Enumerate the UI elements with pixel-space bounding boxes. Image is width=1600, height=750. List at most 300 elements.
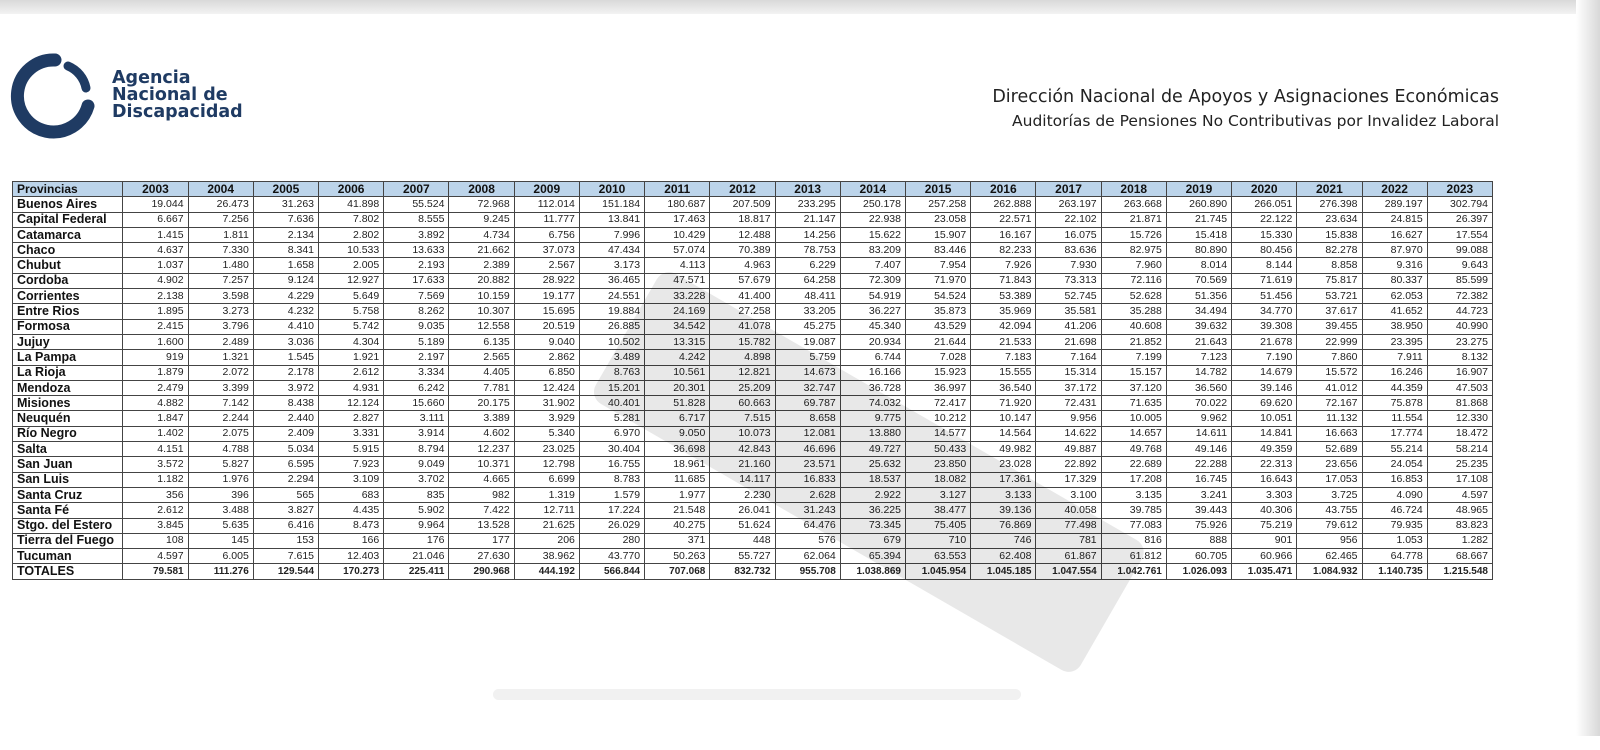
table-cell: 47.503 [1427,380,1492,395]
table-cell: 42.094 [971,319,1036,334]
table-cell: 7.996 [579,227,644,242]
table-cell: 683 [319,487,384,502]
table-cell: 4.410 [253,319,318,334]
table-cell: 62.465 [1297,549,1362,564]
total-cell: 1.042.761 [1101,564,1166,579]
table-cell: 9.964 [384,518,449,533]
province-name: Tucuman [13,549,123,564]
table-cell: 16.745 [1166,472,1231,487]
column-header-year: 2006 [319,182,384,197]
table-cell: 2.567 [514,258,579,273]
table-cell: 76.869 [971,518,1036,533]
province-name: Stgo. del Estero [13,518,123,533]
total-cell: 111.276 [188,564,253,579]
table-cell: 15.695 [514,304,579,319]
table-cell: 2.075 [188,426,253,441]
table-cell: 7.930 [1036,258,1101,273]
table-cell: 16.627 [1362,227,1427,242]
table-cell: 53.721 [1297,289,1362,304]
table-cell: 6.850 [514,365,579,380]
table-cell: 40.990 [1427,319,1492,334]
province-name: Santa Cruz [13,487,123,502]
table-cell: 36.728 [840,380,905,395]
table-cell: 22.938 [840,212,905,227]
table-cell: 28.922 [514,273,579,288]
table-cell: 4.090 [1362,487,1427,502]
province-name: Chaco [13,243,123,258]
table-cell: 83.823 [1427,518,1492,533]
table-cell: 3.914 [384,426,449,441]
table-cell: 44.723 [1427,304,1492,319]
table-row [13,457,1493,472]
table-row [13,304,1493,319]
table-cell: 20.301 [645,380,710,395]
table-row [13,350,1493,365]
total-cell: 1.026.093 [1166,564,1231,579]
table-cell: 51.356 [1166,289,1231,304]
pensions-table [12,181,1493,580]
table-cell: 38.962 [514,549,579,564]
table-row [13,380,1493,395]
table-cell: 14.673 [775,365,840,380]
table-cell: 901 [1232,533,1297,548]
table-cell: 206 [514,533,579,548]
table-cell: 919 [123,350,188,365]
table-cell: 21.046 [384,549,449,564]
table-cell: 2.197 [384,350,449,365]
table-cell: 13.841 [579,212,644,227]
table-cell: 7.190 [1232,350,1297,365]
table-cell: 2.612 [123,503,188,518]
table-cell: 49.887 [1036,442,1101,457]
table-cell: 49.146 [1166,442,1231,457]
table-cell: 79.935 [1362,518,1427,533]
table-cell: 4.597 [1427,487,1492,502]
table-cell: 39.136 [971,503,1036,518]
table-cell: 1.976 [188,472,253,487]
table-cell: 12.711 [514,503,579,518]
table-cell: 1.879 [123,365,188,380]
column-header-year: 2021 [1297,182,1362,197]
table-cell: 36.225 [840,503,905,518]
table-row [13,212,1493,227]
table-cell: 250.178 [840,197,905,212]
table-cell: 72.309 [840,273,905,288]
total-cell: 170.273 [319,564,384,579]
table-cell: 19.044 [123,197,188,212]
table-cell: 15.726 [1101,227,1166,242]
table-cell: 36.227 [840,304,905,319]
table-cell: 48.411 [775,289,840,304]
table-cell: 22.288 [1166,457,1231,472]
column-header-year: 2015 [905,182,970,197]
table-cell: 70.022 [1166,396,1231,411]
table-cell: 3.399 [188,380,253,395]
table-cell: 77.083 [1101,518,1166,533]
province-name: Salta [13,442,123,457]
table-cell: 6.416 [253,518,318,533]
table-cell: 31.243 [775,503,840,518]
table-cell: 263.668 [1101,197,1166,212]
table-row [13,227,1493,242]
table-cell: 112.014 [514,197,579,212]
table-row [13,243,1493,258]
table-cell: 233.295 [775,197,840,212]
table-cell: 12.403 [319,549,384,564]
table-cell: 99.088 [1427,243,1492,258]
table-cell: 2.072 [188,365,253,380]
table-cell: 17.463 [645,212,710,227]
table-cell: 9.124 [253,273,318,288]
table-cell: 36.540 [971,380,1036,395]
table-cell: 3.127 [905,487,970,502]
column-header-year: 2009 [514,182,579,197]
table-cell: 22.313 [1232,457,1297,472]
table-cell: 5.827 [188,457,253,472]
table-cell: 3.796 [188,319,253,334]
table-cell: 33.205 [775,304,840,319]
table-cell: 16.663 [1297,426,1362,441]
table-cell: 24.169 [645,304,710,319]
table-cell: 14.611 [1166,426,1231,441]
total-cell: 1.035.471 [1232,564,1297,579]
table-cell: 41.206 [1036,319,1101,334]
table-cell: 14.577 [905,426,970,441]
total-cell: 832.732 [710,564,775,579]
table-cell: 21.533 [971,334,1036,349]
table-cell: 448 [710,533,775,548]
table-cell: 25.235 [1427,457,1492,472]
table-cell: 7.123 [1166,350,1231,365]
table-cell: 2.134 [253,227,318,242]
column-header-year: 2003 [123,182,188,197]
table-cell: 2.244 [188,411,253,426]
table-cell: 280 [579,533,644,548]
table-header-row [13,182,1493,197]
table-cell: 21.644 [905,334,970,349]
table-cell: 835 [384,487,449,502]
table-cell: 4.788 [188,442,253,457]
table-cell: 2.193 [384,258,449,273]
table-row [13,319,1493,334]
table-cell: 2.230 [710,487,775,502]
table-cell: 72.116 [1101,273,1166,288]
table-cell: 60.705 [1166,549,1231,564]
province-name: Capital Federal [13,212,123,227]
table-cell: 75.926 [1166,518,1231,533]
table-cell: 25.209 [710,380,775,395]
table-cell: 82.278 [1297,243,1362,258]
table-cell: 44.359 [1362,380,1427,395]
table-cell: 15.622 [840,227,905,242]
table-cell: 75.878 [1362,396,1427,411]
table-cell: 22.102 [1036,212,1101,227]
table-cell: 3.135 [1101,487,1166,502]
table-cell: 1.579 [579,487,644,502]
table-cell: 40.401 [579,396,644,411]
table-cell: 39.632 [1166,319,1231,334]
table-cell: 2.005 [319,258,384,273]
table-cell: 50.433 [905,442,970,457]
column-header-year: 2013 [775,182,840,197]
table-cell: 72.417 [905,396,970,411]
table-cell: 6.135 [449,334,514,349]
table-cell: 4.665 [449,472,514,487]
table-cell: 3.273 [188,304,253,319]
table-cell: 9.775 [840,411,905,426]
total-cell: 1.045.954 [905,564,970,579]
table-cell: 19.884 [579,304,644,319]
table-cell: 54.919 [840,289,905,304]
table-cell: 85.599 [1427,273,1492,288]
table-row [13,197,1493,212]
table-cell: 57.074 [645,243,710,258]
table-cell: 4.602 [449,426,514,441]
table-cell: 27.258 [710,304,775,319]
table-cell: 40.275 [645,518,710,533]
table-cell: 70.389 [710,243,775,258]
table-cell: 3.725 [1297,487,1362,502]
table-cell: 14.117 [710,472,775,487]
table-row [13,258,1493,273]
table-cell: 69.787 [775,396,840,411]
province-name: Corrientes [13,289,123,304]
province-name: Jujuy [13,334,123,349]
table-cell: 23.275 [1427,334,1492,349]
table-cell: 23.634 [1297,212,1362,227]
table-row [13,411,1493,426]
total-cell: 290.968 [449,564,514,579]
table-cell: 53.389 [971,289,1036,304]
table-cell: 26.885 [579,319,644,334]
table-cell: 7.960 [1101,258,1166,273]
table-cell: 15.782 [710,334,775,349]
table-cell: 356 [123,487,188,502]
table-cell: 32.747 [775,380,840,395]
table-cell: 14.622 [1036,426,1101,441]
table-cell: 58.214 [1427,442,1492,457]
table-cell: 72.167 [1297,396,1362,411]
table-cell: 4.902 [123,273,188,288]
table-cell: 40.058 [1036,503,1101,518]
table-cell: 263.197 [1036,197,1101,212]
table-cell: 7.923 [319,457,384,472]
table-cell: 35.288 [1101,304,1166,319]
table-cell: 77.498 [1036,518,1101,533]
table-cell: 3.100 [1036,487,1101,502]
table-cell: 9.050 [645,426,710,441]
column-header-year: 2019 [1166,182,1231,197]
table-cell: 41.012 [1297,380,1362,395]
table-cell: 710 [905,533,970,548]
table-cell: 1.480 [188,258,253,273]
table-cell: 49.359 [1232,442,1297,457]
table-cell: 64.258 [775,273,840,288]
table-cell: 16.853 [1362,472,1427,487]
table-cell: 8.555 [384,212,449,227]
table-cell: 35.581 [1036,304,1101,319]
province-name: San Luis [13,472,123,487]
table-cell: 2.138 [123,289,188,304]
table-cell: 21.852 [1101,334,1166,349]
table-cell: 5.915 [319,442,384,457]
table-cell: 83.209 [840,243,905,258]
table-cell: 8.794 [384,442,449,457]
table-cell: 7.422 [449,503,514,518]
table-cell: 40.608 [1101,319,1166,334]
column-header-year: 2023 [1427,182,1492,197]
province-name: Entre Rios [13,304,123,319]
table-cell: 22.892 [1036,457,1101,472]
table-cell: 2.409 [253,426,318,441]
table-cell: 5.281 [579,411,644,426]
table-cell: 262.888 [971,197,1036,212]
table-cell: 11.685 [645,472,710,487]
table-cell: 82.975 [1101,243,1166,258]
table-cell: 62.053 [1362,289,1427,304]
table-cell: 1.847 [123,411,188,426]
table-cell: 8.473 [319,518,384,533]
table-cell: 55.524 [384,197,449,212]
table-cell: 16.833 [775,472,840,487]
table-cell: 60.966 [1232,549,1297,564]
table-cell: 15.923 [905,365,970,380]
table-cell: 6.229 [775,258,840,273]
table-cell: 176 [384,533,449,548]
province-name: Tierra del Fuego [13,533,123,548]
table-cell: 9.245 [449,212,514,227]
table-cell: 11.777 [514,212,579,227]
table-cell: 21.548 [645,503,710,518]
table-cell: 13.315 [645,334,710,349]
total-cell: 1.215.548 [1427,564,1492,579]
table-cell: 2.612 [319,365,384,380]
table-cell: 14.657 [1101,426,1166,441]
table-cell: 51.828 [645,396,710,411]
table-cell: 47.434 [579,243,644,258]
table-cell: 6.242 [384,380,449,395]
total-cell: 955.708 [775,564,840,579]
table-cell: 207.509 [710,197,775,212]
column-header-year: 2010 [579,182,644,197]
table-cell: 21.745 [1166,212,1231,227]
table-cell: 17.224 [579,503,644,518]
table-cell: 9.643 [1427,258,1492,273]
column-header-year: 2012 [710,182,775,197]
table-cell: 2.389 [449,258,514,273]
table-cell: 8.438 [253,396,318,411]
table-row [13,289,1493,304]
table-cell: 25.632 [840,457,905,472]
table-cell: 20.934 [840,334,905,349]
table-cell: 73.345 [840,518,905,533]
page-edge-shadow [1576,0,1600,736]
document-header [992,85,1499,133]
table-cell: 7.615 [253,549,318,564]
table-cell: 54.524 [905,289,970,304]
table-cell: 260.890 [1166,197,1231,212]
table-cell: 17.361 [971,472,1036,487]
table-cell: 41.078 [710,319,775,334]
column-header-year: 2007 [384,182,449,197]
total-cell: 1.140.735 [1362,564,1427,579]
table-cell: 12.081 [775,426,840,441]
table-cell: 26.029 [579,518,644,533]
table-cell: 4.229 [253,289,318,304]
table-cell: 2.489 [188,334,253,349]
table-cell: 13.880 [840,426,905,441]
column-header-year: 2017 [1036,182,1101,197]
table-cell: 12.237 [449,442,514,457]
table-cell: 9.962 [1166,411,1231,426]
table-cell: 1.415 [123,227,188,242]
table-cell: 42.843 [710,442,775,457]
table-cell: 23.850 [905,457,970,472]
table-cell: 302.794 [1427,197,1492,212]
table-cell: 38.950 [1362,319,1427,334]
table-cell: 2.440 [253,411,318,426]
table-row [13,396,1493,411]
table-cell: 49.982 [971,442,1036,457]
table-cell: 22.689 [1101,457,1166,472]
table-cell: 4.963 [710,258,775,273]
table-cell: 23.028 [971,457,1036,472]
table-cell: 23.395 [1362,334,1427,349]
table-cell: 15.330 [1232,227,1297,242]
table-cell: 75.817 [1297,273,1362,288]
table-row [13,518,1493,533]
table-cell: 2.178 [253,365,318,380]
table-cell: 289.197 [1362,197,1427,212]
table-cell: 14.679 [1232,365,1297,380]
column-header-year: 2020 [1232,182,1297,197]
table-cell: 12.424 [514,380,579,395]
table-cell: 266.051 [1232,197,1297,212]
agency-logo [0,50,243,150]
table-cell: 2.565 [449,350,514,365]
table-cell: 10.429 [645,227,710,242]
table-cell: 1.658 [253,258,318,273]
table-cell: 7.256 [188,212,253,227]
horizontal-scrollbar[interactable] [493,689,1021,700]
table-cell: 15.418 [1166,227,1231,242]
province-name: La Rioja [13,365,123,380]
table-cell: 72.968 [449,197,514,212]
table-cell: 43.755 [1297,503,1362,518]
table-cell: 71.635 [1101,396,1166,411]
column-header-year: 2004 [188,182,253,197]
table-cell: 17.329 [1036,472,1101,487]
table-cell: 4.232 [253,304,318,319]
table-cell: 8.763 [579,365,644,380]
table-cell: 1.977 [645,487,710,502]
table-cell: 4.151 [123,442,188,457]
table-cell: 71.970 [905,273,970,288]
table-cell: 8.783 [579,472,644,487]
table-cell: 1.921 [319,350,384,365]
table-cell: 17.633 [384,273,449,288]
table-cell: 15.660 [384,396,449,411]
table-cell: 9.956 [1036,411,1101,426]
table-cell: 10.307 [449,304,514,319]
table-cell: 34.542 [645,319,710,334]
table-cell: 1.282 [1427,533,1492,548]
table-cell: 7.569 [384,289,449,304]
total-cell: 225.411 [384,564,449,579]
table-cell: 18.472 [1427,426,1492,441]
table-cell: 35.969 [971,304,1036,319]
table-cell: 80.890 [1166,243,1231,258]
